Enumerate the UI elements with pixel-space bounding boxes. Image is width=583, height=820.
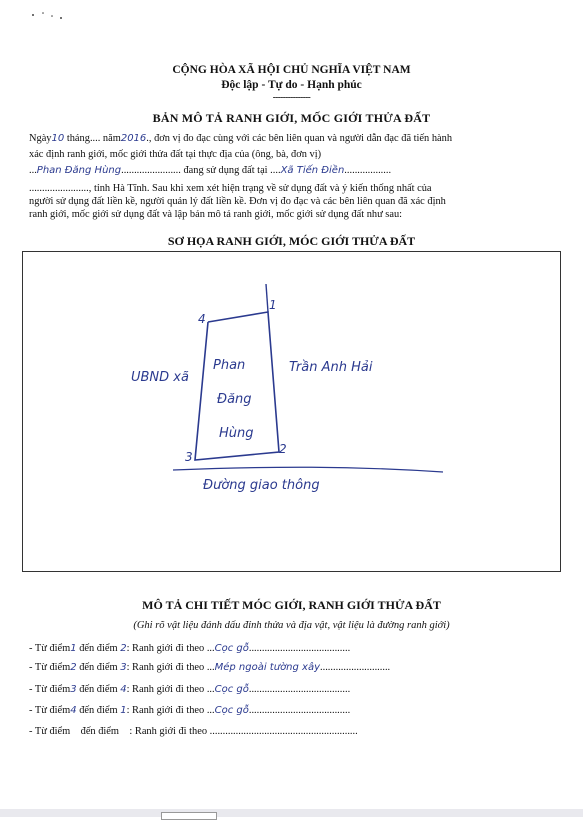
owner-line-3: Hùng [219, 426, 254, 441]
intro-line-4: ......................., tỉnh Hà Tĩnh. Sau khi xem xét hiện trạng về sử dụng đất và ý kiến thống nhất của [29, 183, 432, 194]
point-label-3: 3 [185, 450, 193, 464]
handwritten-year: 2016 [120, 133, 147, 144]
owner-line-1: Phan [213, 358, 246, 373]
page-input[interactable] [161, 812, 217, 820]
detail-title: MÔ TẢ CHI TIẾT MÓC GIỚI, RANH GIỚI THỬA ĐẤT [142, 598, 441, 612]
boundary-row: - Từ điểm đến điểm : Ranh giới đi theo ......................................................... [29, 726, 358, 737]
sketch-title: SƠ HỌA RANH GIỚI, MÓC GIỚI THỬA ĐẤT [167, 234, 416, 248]
parcel-sketch [23, 252, 560, 571]
boundary-row: - Từ điểm2 đến điểm 3: Ranh giới đi theo ...Mép ngoài tường xây........................... [29, 662, 391, 673]
viewer-footer-bar [0, 809, 583, 817]
intro-line-2: xác định ranh giới, mốc giới thửa đất tại thực địa của (ông, bà, đơn vị) [29, 149, 322, 160]
handwritten-owner-name: Phan Đăng Hùng [36, 165, 122, 176]
boundary-row: - Từ điểm4 đến điểm 1: Ranh giới đi theo ...Cọc gỗ....................................... [29, 705, 351, 716]
handwritten-day: 10 [51, 133, 65, 144]
point-label-1: 1 [269, 298, 277, 312]
intro-line-3: ...Phan Đăng Hùng....................... đang sử dụng đất tại ....Xã Tiến Điền.................. [29, 165, 392, 176]
material-value: Mép ngoài tường xây [214, 662, 321, 673]
material-value: Cọc gỗ [214, 705, 249, 716]
intro-line-6: ranh giới, mốc giới sử dụng đất và lập bản mô tả ranh giới, mốc giới sử dụng đất như sau: [29, 209, 403, 220]
sketch-frame [22, 251, 561, 572]
boundary-row: - Từ điểm1 đến điểm 2: Ranh giới đi theo ...Cọc gỗ....................................... [29, 643, 351, 654]
road-label: Đường giao thông [203, 478, 320, 493]
point-label-2: 2 [279, 442, 287, 456]
header-divider: --------------- [272, 92, 311, 102]
boundary-row: - Từ điểm3 đến điểm 4: Ranh giới đi theo ...Cọc gỗ....................................... [29, 684, 351, 695]
material-value: Cọc gỗ [214, 684, 249, 695]
material-value: Cọc gỗ [214, 643, 249, 654]
intro-line-5: người sử dụng đất liền kề, người quản lý đất liền kề. Đơn vị đo đạc và các bên liên quan đã xác định [29, 196, 446, 207]
intro-line-1: Ngày10 tháng.... năm2016., đơn vị đo đạc cùng với các bên liên quan và người dẫn đạc đã tiến hành [29, 133, 453, 144]
document-title: BẢN MÔ TẢ RANH GIỚI, MỐC GIỚI THỬA ĐẤT [152, 111, 431, 125]
left-neighbor: UBND xã [131, 370, 189, 385]
scan-specks [30, 8, 70, 20]
point-label-4: 4 [198, 312, 206, 326]
nation-header: CỘNG HÒA XÃ HỘI CHỦ NGHĨA VIỆT NAM [172, 64, 411, 76]
right-neighbor: Trần Anh Hải [289, 360, 373, 375]
detail-note: (Ghi rõ vật liệu đánh dấu đỉnh thửa và địa vật, vật liệu là đường ranh giới) [133, 620, 450, 631]
handwritten-location: Xã Tiến Điền [280, 165, 345, 176]
boundary-extension [266, 284, 268, 312]
motto-header: Độc lập - Tự do - Hạnh phúc [221, 79, 362, 91]
road-line [173, 467, 443, 472]
owner-line-2: Đăng [217, 392, 252, 407]
